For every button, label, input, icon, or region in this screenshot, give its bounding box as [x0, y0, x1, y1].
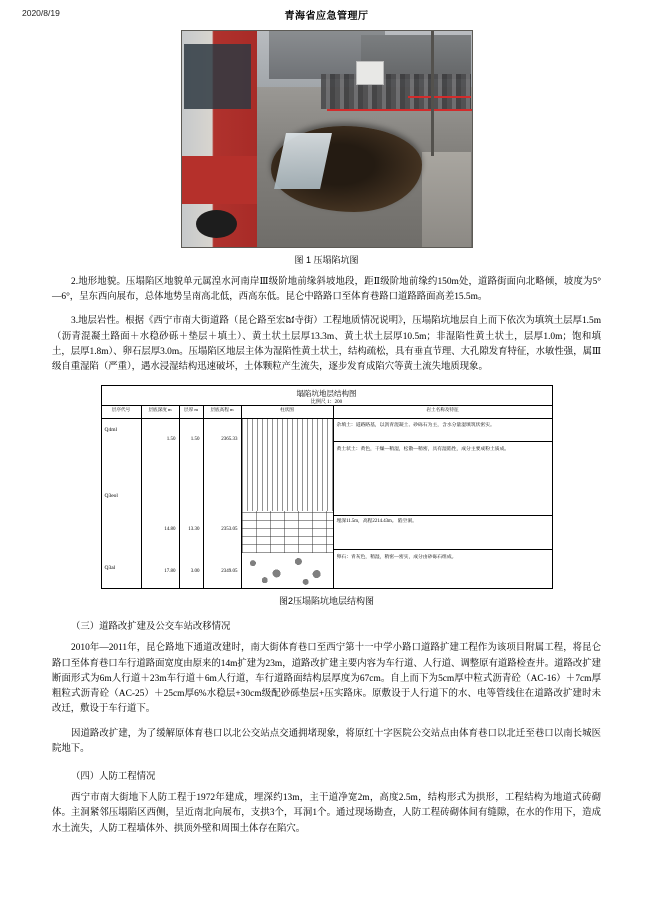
strata-elev-2: 2353.05 [221, 527, 238, 533]
strata-col-thickness-body [180, 419, 203, 587]
strata-desc-3: 卵石：青灰色，稍湿，稍密—密实，成分由砂砾石组成。 [336, 555, 457, 561]
photo-tree [431, 31, 434, 156]
photo-crowd [321, 74, 472, 109]
strata-header-description: 岩土名称及特征 [334, 406, 552, 419]
document-content [0, 30, 653, 837]
photo-bus-window [184, 44, 251, 109]
pattern-cobble-icon [242, 553, 333, 587]
figure1-caption: 图 1 压塌陷坑图 [294, 255, 359, 265]
strata-elev-1: 2365.33 [221, 437, 238, 443]
photo-sidewalk [422, 152, 471, 247]
strata-patterns [242, 419, 333, 587]
strata-col-description [334, 406, 552, 588]
strata-divider-3 [334, 549, 552, 550]
figure1-container [52, 30, 601, 248]
strata-code-2: Q3eol [104, 493, 118, 500]
strata-header-bottom-elev: 层底高程 m [204, 406, 241, 419]
paragraph-strata: 3.地层岩性。根据《西宁市南大街道路（昆仑路至宏ងវ寺街）工程地质情况说明》，压塌陷坑地层自上而下依次为填筑土层厚1.5m（沥青混凝土路面＋水稳砂砾＋垫层＋填土）、黄土状土层厚13.3m、黄土状土层厚10.5m；非湿陷性黄土状土，层厚1.0m；饱和填土，层厚1.8m）、卵石层厚3.0m。压塌陷区地层主体为湿陷性黄土状土，结构疏松，具有垂直节理、大孔隙发育特征，水敏性强，属Ⅲ级自重湿陷（严重），遇水浸湿结构迅速破坏，土体颗粒产生流失，逐步发育成陷穴等黄土流失地质现象。 [52, 316, 601, 373]
photo-ambulance [356, 61, 384, 85]
strata-depth-1: 1.50 [166, 437, 176, 443]
strata-col-thickness [180, 406, 204, 588]
section-road-expansion-p1: 2010年—2011年，昆仑路地下通道改建时，南大街体育巷口至西宁第十一中学小路口道路扩建工程作为该项目附属工程，将昆仑路口至体育巷口车行道路面宽度由原来的14m扩建为23m，道路改扩建主要内容为车行道、人行道、调整原有道路检查井。道路改扩建断面形式为6m人行道＋23m车行道＋6m人行道，车行道路面结构层厚度为67cm。自上而下为5cm厚中粒式沥青砼（AC-16）＋7cm厚粗粒式沥青砼（AC-25）＋25cm厚6%水稳层+30cm级配砂砾垫层+压实路床。原敷设于人行道下的水、电等管线住在道路改扩建时未改迁，敷设于车行道下。 [52, 643, 601, 715]
strata-desc-1: 杂填土：道路路基，以沥青混凝土、砂砾石为主，含水分量湿填筑状密实。 [336, 423, 495, 429]
strata-col-code [102, 406, 142, 588]
strata-col-bottom-elev-body [204, 419, 241, 587]
road-collapse-sinkhole-photo [181, 30, 473, 248]
date-stamp: 2020/8/19 [22, 8, 60, 18]
strata-header-bottom-depth: 层底深度 m [142, 406, 179, 419]
document-header-title: 青海省应急管理厅 [284, 11, 369, 22]
strata-depth-2: 14.80 [164, 527, 176, 533]
strata-thickness-3: 3.00 [190, 569, 200, 575]
strata-table [102, 405, 552, 588]
paragraph-terrain: 2.地形地貌。压塌陷区地貌单元属湟水河南岸Ⅲ级阶地前缘斜坡地段，距Ⅱ级阶地前缘约150m处，道路街面向北略倾，坡度为5°—6°，呈东西向展布，总体地势呈南高北低，西高东低。昆仑中路路口至体育巷路口道路路面高差15.5m。 [52, 277, 601, 303]
strata-col-bottom-elev [204, 406, 242, 588]
section-heading-civil-defense: （四）人防工程情况 [71, 772, 156, 783]
strata-divider-2 [334, 515, 552, 516]
strata-column-graphic [242, 419, 333, 587]
strata-elev-3: 2349.05 [221, 569, 238, 575]
figure2-strata-diagram [101, 385, 553, 589]
strata-col-bottom-depth [142, 406, 180, 588]
strata-header-thickness: 层厚 m [180, 406, 203, 419]
strata-thickness-2: 13.30 [188, 527, 200, 533]
strata-code-1: Q4ml [104, 427, 118, 434]
section-civil-defense-p1: 西宁市南大街地下人防工程于1972年建成，埋深约13m，主干道净宽2m，高度2.5m，结构形式为拱形，工程结构为地道式砖砌体。主洞紧邻压塌陷区西侧，呈近南北向展布，支拱3个，耳洞1个。通过现场勘查，人防工程砖砌体间有缝隙，在水的作用下，造成水土流失，人防工程墙体外、拱顶外壁和周围土体存在陷穴。 [52, 793, 601, 834]
strata-code-3: Q3al [104, 565, 116, 572]
figure2-scale-note: 比例尺 1：200 [310, 400, 343, 406]
photo-warning-tape [327, 109, 472, 111]
photo-bus-body-stripe [182, 156, 257, 204]
strata-header-code: 层序代号 [102, 406, 141, 419]
pattern-brick-icon [242, 511, 333, 553]
pattern-loess-icon [242, 419, 333, 511]
strata-depth-3: 17.80 [164, 569, 176, 575]
strata-header-column: 柱状图 [242, 406, 333, 419]
strata-col-code-body [102, 419, 141, 587]
figure2-caption: 图2压塌陷坑地层结构图 [278, 596, 374, 607]
strata-divider-1 [334, 441, 552, 442]
strata-desc-2: 黄土状土：黄色，干燥—稍湿，松散—稍密，具有湿陷性，成分主要成粉土质成。 [336, 447, 510, 453]
section-heading-road-expansion: （三）道路改扩建及公交车站改移情况 [71, 622, 231, 633]
photo-warning-tape-2 [408, 96, 472, 98]
strata-thickness-1: 1.50 [190, 437, 200, 443]
figure2-title: 塌陷坑地层结构图 [296, 389, 357, 399]
strata-col-bottom-depth-body [142, 419, 179, 587]
photo-bus-wheel [196, 210, 237, 238]
strata-col-column-diagram [242, 406, 334, 588]
strata-col-description-body [334, 419, 552, 587]
section-road-expansion-p2: 因道路改扩建，为了缓解原体育巷口以北公交站点交通拥堵现象，将原红十字医院公交站点由体育巷口以北迁至巷口以南长城医院地下。 [52, 728, 601, 754]
strata-desc-cave: 埋深11.5m，高程2214.43m。 陷空洞。 [336, 519, 417, 525]
